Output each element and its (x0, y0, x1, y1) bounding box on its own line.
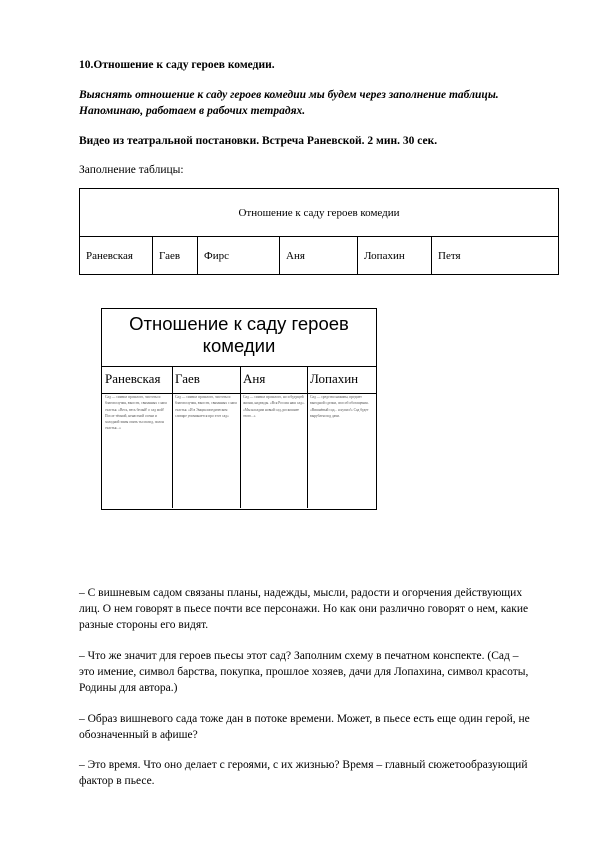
paragraph-1-line-1: – С вишневым садом связаны планы, надежды, мысли, радости и огорчения действующих (79, 587, 523, 599)
fill-label: Заполнение таблицы: (79, 164, 184, 176)
slide-column-ranevskaya: Раневская (105, 371, 161, 386)
table-column-ranevskaya: Раневская (80, 237, 153, 275)
slide-title-line-1: Отношение к саду героев (129, 313, 349, 334)
slide-column-anya: Аня (243, 371, 266, 386)
section-heading: 10.Отношение к саду героев комедии. (79, 59, 275, 71)
paragraph-4-line-2: фактор в пьесе. (79, 775, 155, 787)
video-note: Видео из театральной постановки. Встреча Раневской. 2 мин. 30 сек. (79, 135, 438, 147)
slide-cell-gaev: Сад — символ прошлого, чистоты и благополучия, юности, связанных с ним счастья. «И в Энциклопедическом словаре упоминается про этот сад» (175, 395, 237, 418)
table-column-anya: Аня (280, 237, 358, 275)
paragraph-2-line-1: – Что же значит для героев пьесы этот сад? Заполним схему в печатном конспекте. (Сад – (79, 650, 519, 662)
table-column-petya: Петя (432, 237, 559, 275)
slide-title-line-2: комедии (202, 335, 276, 356)
paragraph-4-line-1: – Это время. Что оно делает с героями, с их жизнью? Время – главный сюжетообразующий (79, 759, 528, 771)
slide-image (101, 308, 377, 510)
paragraph-2-line-2: это имение, символ барства, покупка, прошлое хозяев, дачи для Лопахина, символ красоты, (79, 666, 529, 678)
paragraph-3-line-2: обозначенный в афише? (79, 729, 198, 741)
intro-text-line-1: Выяснять отношение к саду героев комедии мы будем через заполнение таблицы. (79, 89, 499, 101)
paragraph-1-line-3: разные стороны его видят. (79, 619, 209, 631)
paragraph-1-line-2: лиц. О нем говорят в пьесе почти все персонажи. Но как они различно говорят о нем, какие (79, 603, 529, 615)
slide-cell-anya: Сад — символ прошлого, но и будущей жизни, надежды. «Вся Россия наш сад». «Мы насадим новый сад, роскошнее этого...» (243, 395, 305, 418)
table-column-lopakhin: Лопахин (358, 237, 432, 275)
slide-column-gaev: Гаев (175, 371, 200, 386)
intro-text-line-2: Напоминаю, работаем в рабочих тетрадях. (79, 105, 306, 117)
paragraph-3-line-1: – Образ вишневого сада тоже дан в потоке времени. Может, в пьесе есть еще один герой, не (79, 713, 530, 725)
table-column-gaev: Гаев (153, 237, 198, 275)
slide-cell-ranevskaya: Сад — символ прошлого, чистоты и благополучия, юности, связанных с ним счастья. «Весь, весь белый! о сад мой! После тёмной, ненастной осени и холодной зимы опять ты молод, полон счастья...» (105, 395, 167, 431)
attitude-table (79, 188, 559, 275)
slide-cell-lopakhin: Сад — средство наживы, предмет выгодной сделки, способ обогащения. «Вишнёвый сад... я купил!» Сад будет вырублен под дачи. (310, 395, 369, 418)
table-header: Отношение к саду героев комедии (80, 189, 559, 237)
paragraph-2-line-3: Родины для автора.) (79, 682, 178, 694)
slide-title (102, 313, 376, 357)
table-column-firs: Фирс (198, 237, 280, 275)
slide-column-lopakhin: Лопахин (310, 371, 359, 386)
